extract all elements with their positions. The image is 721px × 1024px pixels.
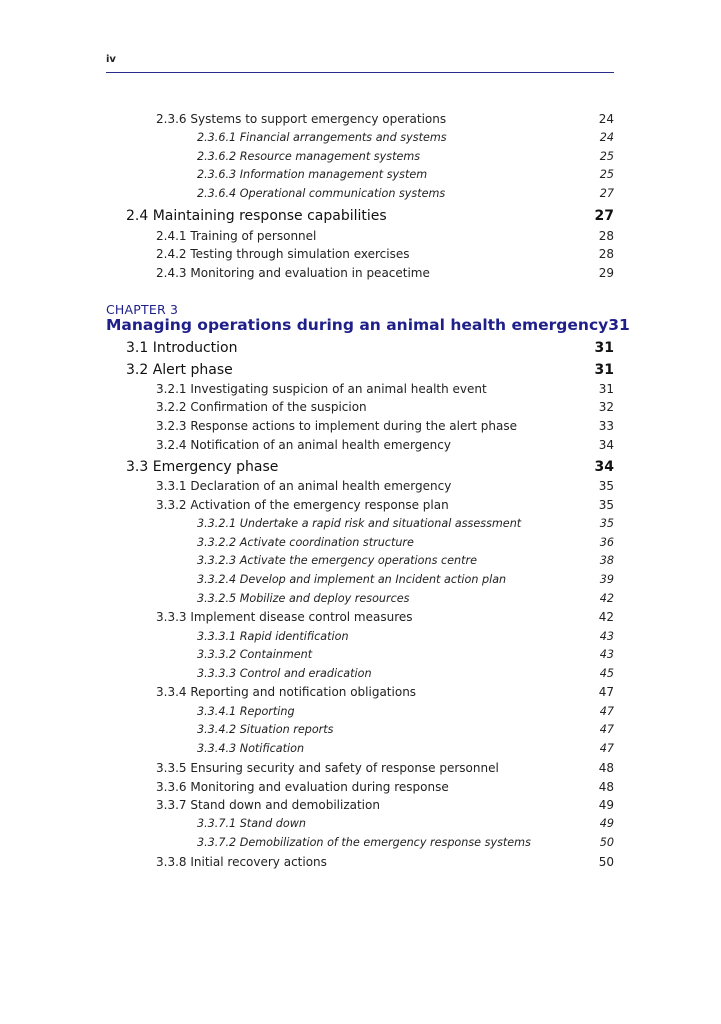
toc-section-2-4: 2.4 Maintaining response capabilities 27	[126, 208, 614, 224]
toc-entry-3-3-8: 3.3.8 Initial recovery actions 50	[156, 855, 614, 869]
page-number: 28	[598, 229, 614, 243]
toc-entry-3-3-2: 3.3.2 Activation of the emergency response plan 35	[156, 498, 614, 512]
toc-entry-3-3-5: 3.3.5 Ensuring security and safety of response personnel 48	[156, 761, 614, 775]
chapter-label: CHAPTER 3	[106, 302, 179, 317]
toc-entry-3-3-4-3: 3.3.4.3 Notification 47	[197, 742, 614, 755]
toc-entry-3-3-4-1: 3.3.4.1 Reporting 47	[197, 705, 614, 718]
page-number: 24	[599, 131, 614, 144]
page-number: 25	[599, 168, 614, 181]
page-number: 48	[598, 780, 614, 794]
page-number: 32	[598, 400, 614, 414]
page-number: 24	[598, 112, 614, 126]
toc-entry-2-3-6-3: 2.3.6.3 Information management system 25	[197, 168, 614, 181]
toc-entry-3-2-2: 3.2.2 Confirmation of the suspicion 32	[156, 400, 614, 414]
page-number: 31	[608, 316, 630, 334]
page-number: 47	[598, 685, 614, 699]
toc-entry-3-3-3: 3.3.3 Implement disease control measures 42	[156, 610, 614, 624]
toc-entry-3-3-2-1: 3.3.2.1 Undertake a rapid risk and situational assessment 35	[197, 517, 614, 530]
page-number: 31	[598, 382, 614, 396]
toc-entry-3-3-4: 3.3.4 Reporting and notification obligations 47	[156, 685, 614, 699]
toc-entry-3-3-7: 3.3.7 Stand down and demobilization 49	[156, 798, 614, 812]
page-number: 45	[599, 667, 614, 680]
chapter-title: Managing operations during an animal health emergency	[106, 316, 609, 334]
page-number: 34	[594, 459, 614, 475]
chapter-title-row	[106, 316, 630, 334]
toc-entry-3-3-3-3: 3.3.3.3 Control and eradication 45	[197, 667, 614, 680]
toc-entry-3-3-4-2: 3.3.4.2 Situation reports 47	[197, 723, 614, 736]
toc-entry-3-3-7-1: 3.3.7.1 Stand down 49	[197, 817, 614, 830]
page-number: 50	[598, 855, 614, 869]
page-number: 38	[599, 554, 614, 567]
toc-entry-3-3-7-2: 3.3.7.2 Demobilization of the emergency response systems 50	[197, 836, 614, 849]
page-number: 33	[598, 419, 614, 433]
page-number: 42	[598, 610, 614, 624]
toc-entry-3-3-2-3: 3.3.2.3 Activate the emergency operations centre 38	[197, 554, 614, 567]
toc-entry-3-3-2-4: 3.3.2.4 Develop and implement an Incident action plan 39	[197, 573, 614, 586]
page-number: 42	[599, 592, 614, 605]
page-number: 43	[599, 648, 614, 661]
page-number: 43	[599, 630, 614, 643]
toc-entry-2-3-6-4: 2.3.6.4 Operational communication systems 27	[197, 187, 614, 200]
toc-entry-2-4-1: 2.4.1 Training of personnel 28	[156, 229, 614, 243]
toc-section-3-1: 3.1 Introduction 31	[126, 340, 614, 356]
page-number: 49	[598, 798, 614, 812]
page-number: 31	[594, 362, 614, 378]
page-number: 47	[599, 723, 614, 736]
page-number: 25	[599, 150, 614, 163]
page-number: 39	[599, 573, 614, 586]
page-number: 34	[598, 438, 614, 452]
toc-section-3-2: 3.2 Alert phase 31	[126, 362, 614, 378]
page-number: 31	[594, 340, 614, 356]
header-rule	[106, 72, 614, 73]
toc-entry-2-4-3: 2.4.3 Monitoring and evaluation in peacetime 29	[156, 266, 614, 280]
page-number: 49	[599, 817, 614, 830]
page-number: 27	[599, 187, 614, 200]
toc-section-3-3: 3.3 Emergency phase 34	[126, 459, 614, 475]
toc-entry-3-3-3-1: 3.3.3.1 Rapid identification 43	[197, 630, 614, 643]
toc-entry-3-3-2-2: 3.3.2.2 Activate coordination structure 36	[197, 536, 614, 549]
page-number: 29	[598, 266, 614, 280]
toc-entry-3-2-4: 3.2.4 Notification of an animal health emergency 34	[156, 438, 614, 452]
page-number: 28	[598, 247, 614, 261]
page-number: 48	[598, 761, 614, 775]
page-number: 47	[599, 705, 614, 718]
page-number: 35	[599, 517, 614, 530]
page-number: 36	[599, 536, 614, 549]
toc-entry-3-3-3-2: 3.3.3.2 Containment 43	[197, 648, 614, 661]
toc-entry-2-3-6-2: 2.3.6.2 Resource management systems 25	[197, 150, 614, 163]
toc-entry-3-2-3: 3.2.3 Response actions to implement during the alert phase 33	[156, 419, 614, 433]
toc-entry-3-3-1: 3.3.1 Declaration of an animal health emergency 35	[156, 479, 614, 493]
page-number: 47	[599, 742, 614, 755]
toc-entry-2-4-2: 2.4.2 Testing through simulation exercises 28	[156, 247, 614, 261]
toc-entry-3-3-6: 3.3.6 Monitoring and evaluation during response 48	[156, 780, 614, 794]
page-number: 35	[598, 479, 614, 493]
page-number: 27	[594, 208, 614, 224]
toc-entry-3-2-1: 3.2.1 Investigating suspicion of an animal health event 31	[156, 382, 614, 396]
toc-entry-3-3-2-5: 3.3.2.5 Mobilize and deploy resources 42	[197, 592, 614, 605]
page-number: 50	[599, 836, 614, 849]
page-folio: iv	[106, 54, 116, 65]
toc-entry-2-3-6-1: 2.3.6.1 Financial arrangements and systems 24	[197, 131, 614, 144]
toc-entry-2-3-6: 2.3.6 Systems to support emergency operations 24	[156, 112, 614, 126]
page-number: 35	[598, 498, 614, 512]
